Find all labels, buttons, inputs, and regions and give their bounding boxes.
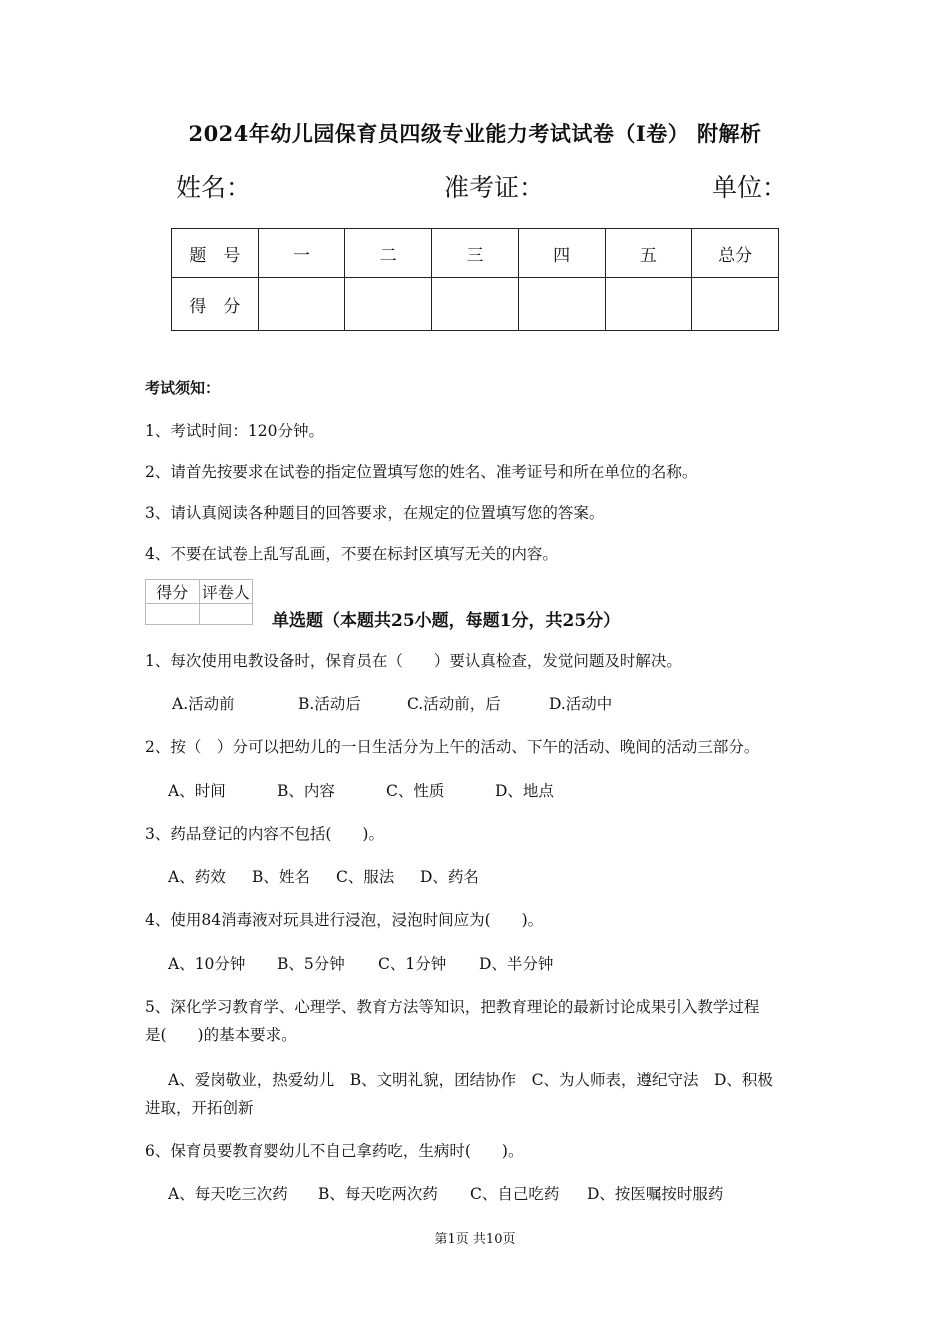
score-table-cell: 总分	[692, 229, 779, 278]
question-text: 4、使用84消毒液对玩具进行浸泡，浸泡时间应为( )。	[145, 911, 544, 929]
grader-box-grader-label: 评卷人	[199, 580, 253, 604]
page-title: 2024年幼儿园保育员四级专业能力考试试卷（I卷） 附解析	[188, 121, 762, 146]
question-text: 1、每次使用电教设备时，保育员在（ ）要认真检查，发觉问题及时解决。	[145, 652, 682, 670]
option: B.活动后	[298, 695, 361, 713]
score-table-cell: 三	[432, 229, 519, 278]
grader-box-score-label: 得分	[146, 580, 200, 604]
section-title: 单选题（本题共25小题，每题1分，共25分）	[272, 611, 621, 631]
score-input-cell[interactable]	[692, 278, 779, 331]
unit-field-label: 单位：	[712, 173, 788, 202]
option: A、时间	[168, 782, 226, 800]
option: D、按医嘱按时服药	[587, 1185, 724, 1203]
option: C、1分钟	[378, 955, 447, 973]
grader-box-grader-input[interactable]	[199, 604, 253, 625]
page-footer: 第1页 共10页	[434, 1232, 516, 1247]
notice-item: 2、请首先按要求在试卷的指定位置填写您的姓名、准考证号和所在单位的名称。	[145, 463, 698, 481]
score-table-cell: 五	[605, 229, 692, 278]
score-table-cell: 四	[518, 229, 605, 278]
option: B、姓名	[252, 868, 310, 886]
option: A、每天吃三次药	[168, 1185, 288, 1203]
question-text: 6、保育员要教育婴幼儿不自己拿药吃，生病时( )。	[145, 1142, 524, 1160]
notice-title: 考试须知：	[145, 379, 221, 397]
exam-id-field-label: 准考证：	[444, 173, 545, 202]
option: C、性质	[386, 782, 445, 800]
option: A.活动前	[172, 695, 235, 713]
name-field-label: 姓名：	[176, 173, 252, 202]
option: C、自己吃药	[470, 1185, 560, 1203]
score-table-score-row	[172, 278, 779, 331]
score-input-cell[interactable]	[518, 278, 605, 331]
notice-item: 3、请认真阅读各种题目的回答要求，在规定的位置填写您的答案。	[145, 504, 605, 522]
option: D、药名	[420, 868, 479, 886]
score-input-cell[interactable]	[345, 278, 432, 331]
question-text: 3、药品登记的内容不包括( )。	[145, 825, 384, 843]
score-input-cell[interactable]	[258, 278, 345, 331]
option: C、服法	[336, 868, 395, 886]
option: B、每天吃两次药	[318, 1185, 438, 1203]
option: A、10分钟	[168, 955, 246, 973]
question-text: 是( )的基本要求。	[145, 1026, 297, 1044]
notice-item: 4、不要在试卷上乱写乱画，不要在标封区填写无关的内容。	[145, 545, 558, 563]
option: D.活动中	[549, 695, 613, 713]
option: 进取，开拓创新	[145, 1099, 254, 1117]
option: A、药效	[168, 868, 226, 886]
score-table-header-row	[172, 229, 779, 278]
score-table-cell: 题 号	[172, 229, 259, 278]
option: C.活动前，后	[407, 695, 501, 713]
option: A、爱岗敬业，热爱幼儿 B、文明礼貌，团结协作 C、为人师表，遵纪守法 D、积极	[168, 1071, 773, 1089]
score-table	[171, 228, 779, 331]
option: B、内容	[277, 782, 335, 800]
option: D、地点	[495, 782, 554, 800]
score-table-cell: 得 分	[172, 278, 259, 331]
notice-item: 1、考试时间：120分钟。	[145, 422, 324, 440]
score-table-cell: 一	[258, 229, 345, 278]
option: D、半分钟	[479, 955, 554, 973]
question-text: 2、按（ ）分可以把幼儿的一日生活分为上午的活动、下午的活动、晚间的活动三部分。	[145, 738, 760, 756]
grader-box-score-input[interactable]	[146, 604, 200, 625]
score-table-cell: 二	[345, 229, 432, 278]
question-text: 5、深化学习教育学、心理学、教育方法等知识，把教育理论的最新讨论成果引入教学过程	[145, 998, 760, 1016]
grader-box	[145, 579, 253, 625]
score-input-cell[interactable]	[432, 278, 519, 331]
option: B、5分钟	[277, 955, 345, 973]
score-input-cell[interactable]	[605, 278, 692, 331]
